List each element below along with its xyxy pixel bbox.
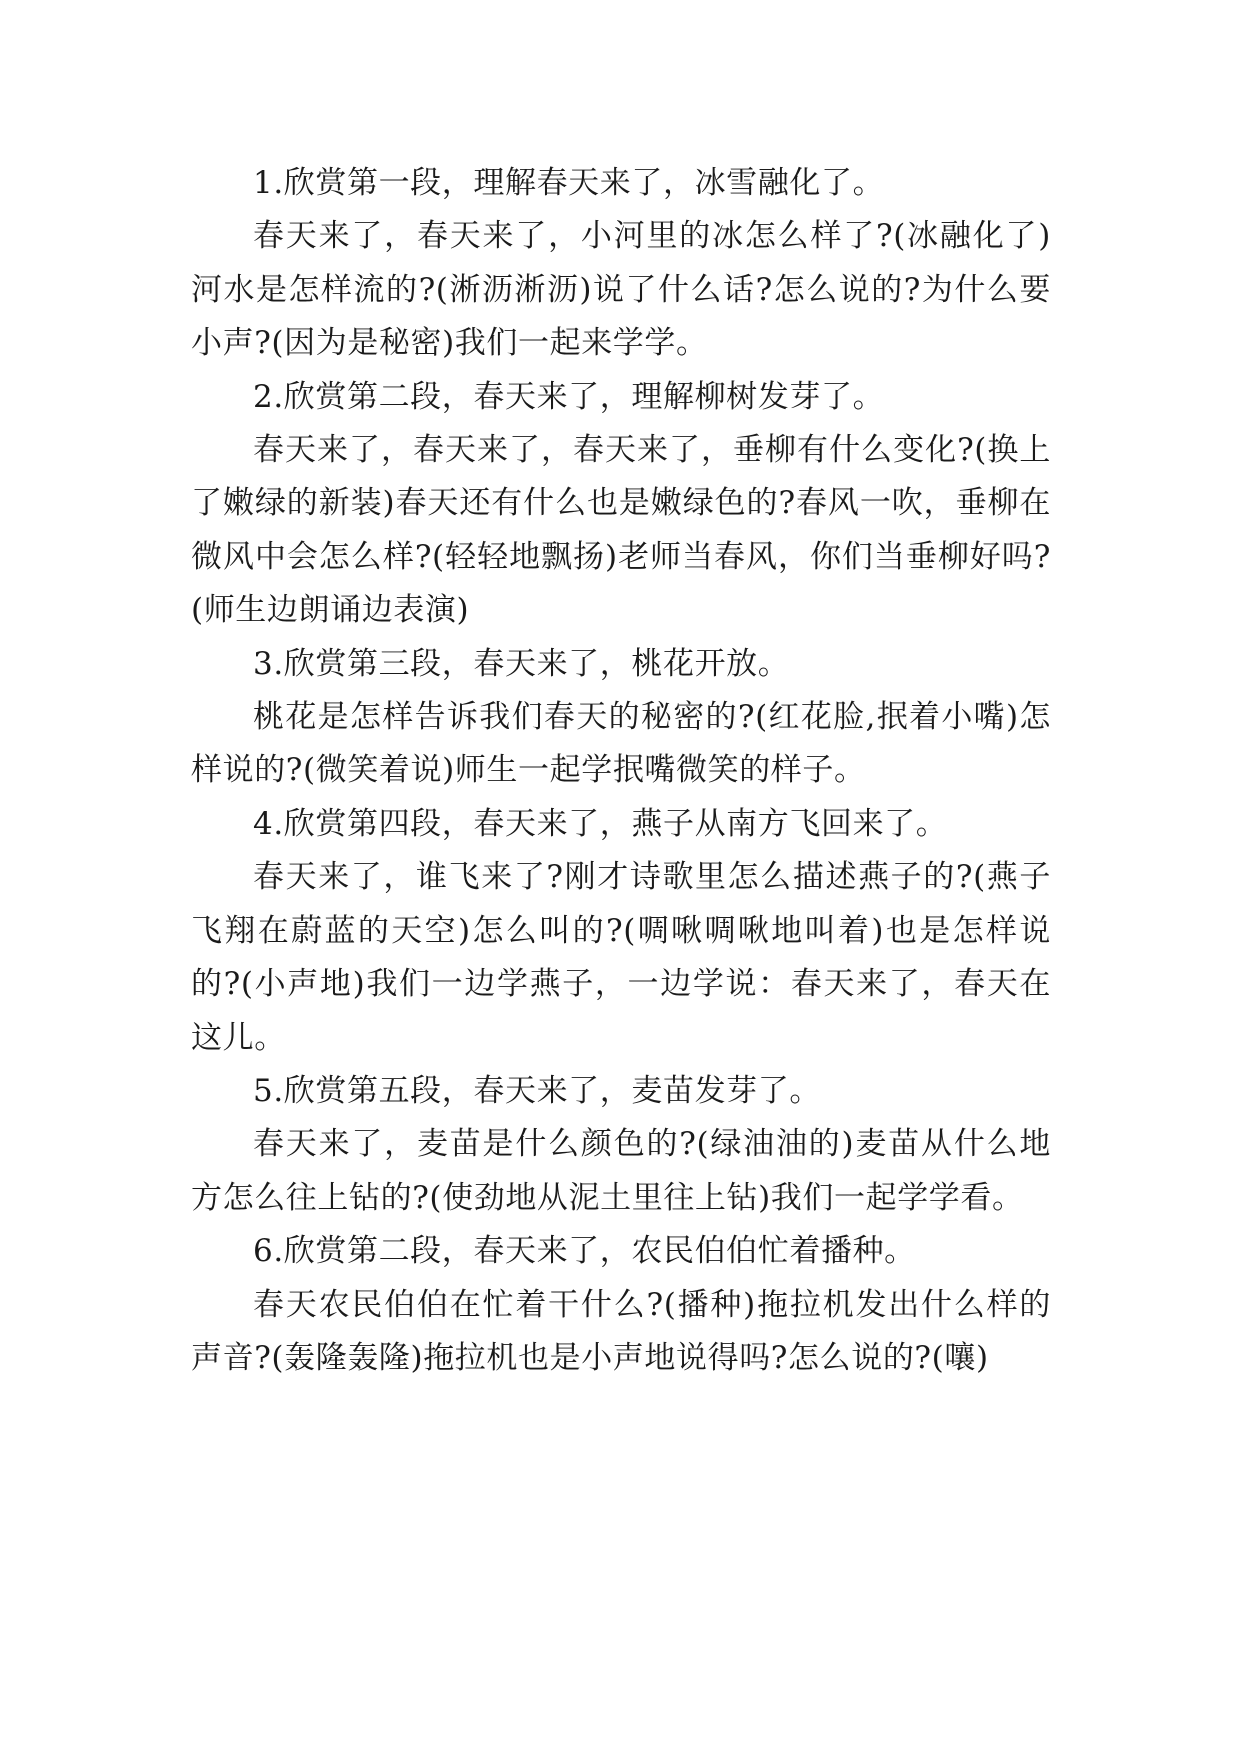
paragraph-5-heading: 5.欣赏第五段，春天来了，麦苗发芽了。 xyxy=(253,1072,821,1109)
paragraph-1-body: 春天来了，春天来了，小河里的冰怎么样了?(冰融化了)河水是怎样流的?(淅沥淅沥)说了什么话?怎么说的?为什么要小声?(因为是秘密)我们一起来学学。 xyxy=(191,218,1051,362)
paragraph-4-body: 春天来了，谁飞来了?刚才诗歌里怎么描述燕子的?(燕子飞翔在蔚蓝的天空)怎么叫的?(啁啾啁啾地叫着)也是怎样说的?(小声地)我们一边学燕子，一边学说：春天来了，春天在这儿。 xyxy=(191,859,1051,1056)
paragraph-1-heading: 1.欣赏第一段，理解春天来了，冰雪融化了。 xyxy=(253,165,885,201)
paragraph-2-body: 春天来了，春天来了，春天来了，垂柳有什么变化?(换上了嫩绿的新装)春天还有什么也是嫩绿色的?春风一吹，垂柳在微风中会怎么样?(轻轻地飘扬)老师当春风，你们当垂柳好吗?(师生边朗诵边表演) xyxy=(191,432,1051,629)
document-body xyxy=(191,157,1051,1385)
paragraph-6-body: 春天农民伯伯在忙着干什么?(播种)拖拉机发出什么样的声音?(轰隆轰隆)拖拉机也是小声地说得吗?怎么说的?(嚷) xyxy=(191,1286,1051,1376)
paragraph-6-heading: 6.欣赏第二段，春天来了，农民伯伯忙着播种。 xyxy=(253,1233,916,1270)
paragraph-2-heading: 2.欣赏第二段，春天来了，理解柳树发芽了。 xyxy=(253,378,885,415)
paragraph-3-heading: 3.欣赏第三段，春天来了，桃花开放。 xyxy=(253,645,790,682)
paragraph-5-body: 春天来了，麦苗是什么颜色的?(绿油油的)麦苗从什么地方怎么往上钻的?(使劲地从泥土里往上钻)我们一起学学看。 xyxy=(191,1126,1051,1216)
paragraph-3-body: 桃花是怎样告诉我们春天的秘密的?(红花脸,抿着小嘴)怎样说的?(微笑着说)师生一起学抿嘴微笑的样子。 xyxy=(191,699,1051,789)
paragraph-4-heading: 4.欣赏第四段，春天来了，燕子从南方飞回来了。 xyxy=(253,805,948,842)
